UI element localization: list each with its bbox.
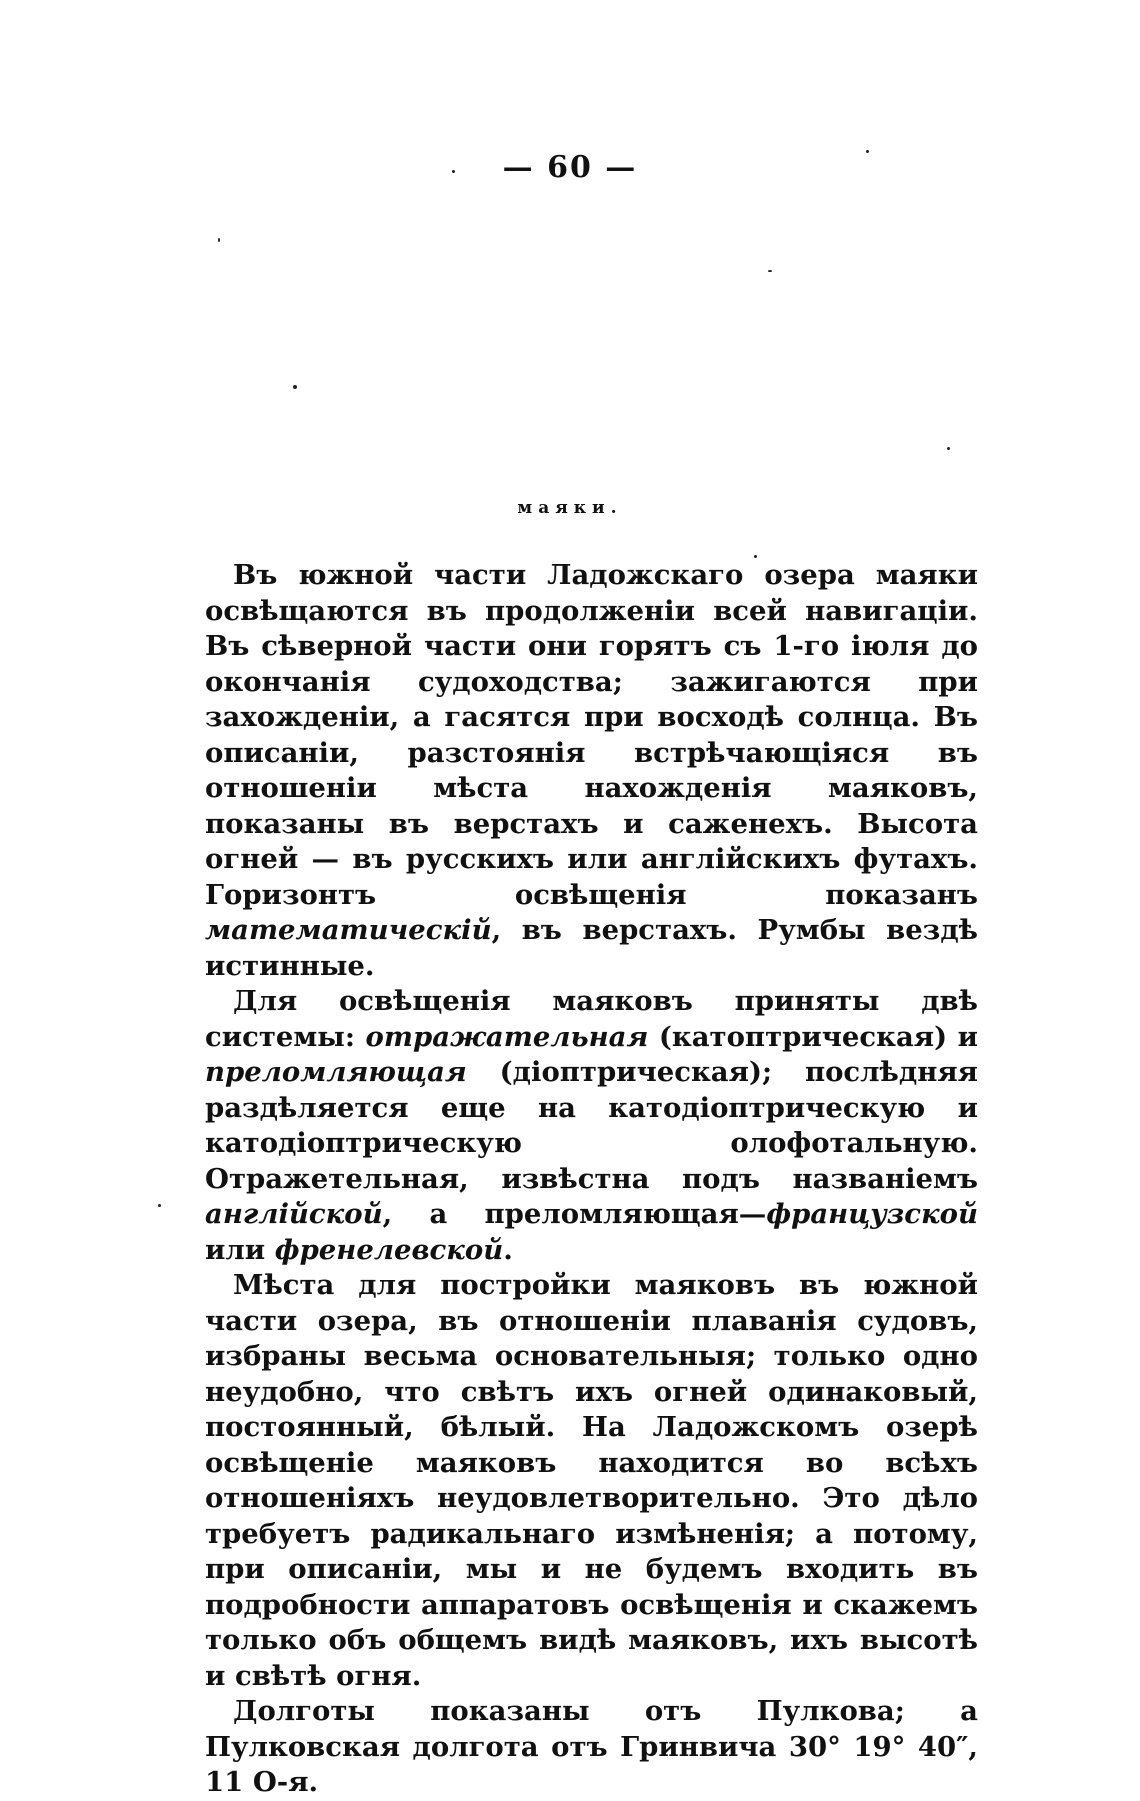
section-heading: маяки. [517,498,623,518]
paragraph: Въ южной части Ладожскаго озера маяки освѣщаются въ продолженіи всей навигаціи. Въ сѣверной части они горятъ съ 1-го іюля до окончанія судоходства; зажигаются при захожденіи, а гасятся при восходѣ солнца. Въ описаніи, разстоянія встрѣчающіяся въ отношеніи мѣста нахожденія маяковъ, показаны въ верстахъ и саженехъ. Высота огней — въ русскихъ или англійскихъ футахъ. Горизонтъ освѣщенія показанъ математическій, въ верстахъ. Румбы вездѣ истинные. [205,559,978,982]
speck [768,270,772,272]
speck [158,1204,161,1207]
speck [218,238,220,242]
speck [452,170,455,173]
paragraph: Для освѣщенія маяковъ приняты двѣ системы: отражательная (катоптрическая) и преломляющая (діоптрическая); послѣдняя раздѣляется еще на катодіоптрическую и катодіоптрическую олофотальную. Отражетельная, извѣстна подъ названіемъ англійской, а преломляющая—французской или френелевской. [205,985,978,1266]
paragraph: Долготы показаны отъ Пулкова; а Пулковская долгота отъ Гринвича 30° 19° 40″, 11 О-я. [205,1695,978,1798]
speck [947,447,950,450]
speck [866,150,869,153]
paragraph: Мѣста для постройки маяковъ въ южной части озера, въ отношеніи плаванія судовъ, избраны весьма основательныя; только одно неудобно, что свѣтъ ихъ огней одинаковый, постоянный, бѣлый. На Ладожскомъ озерѣ освѣщеніе маяковъ находится во всѣхъ отношеніяхъ неудовлетворительно. Это дѣло требуетъ радикальнаго измѣненія; а потому, при описаніи, мы и не будемъ входить въ подробности аппаратовъ освѣщенія и скажемъ только объ общемъ видѣ маяковъ, ихъ высотѣ и свѣтѣ огня. [205,1269,978,1692]
speck [293,385,297,389]
page-number: — 60 — [502,150,638,185]
body-text [205,558,978,1801]
